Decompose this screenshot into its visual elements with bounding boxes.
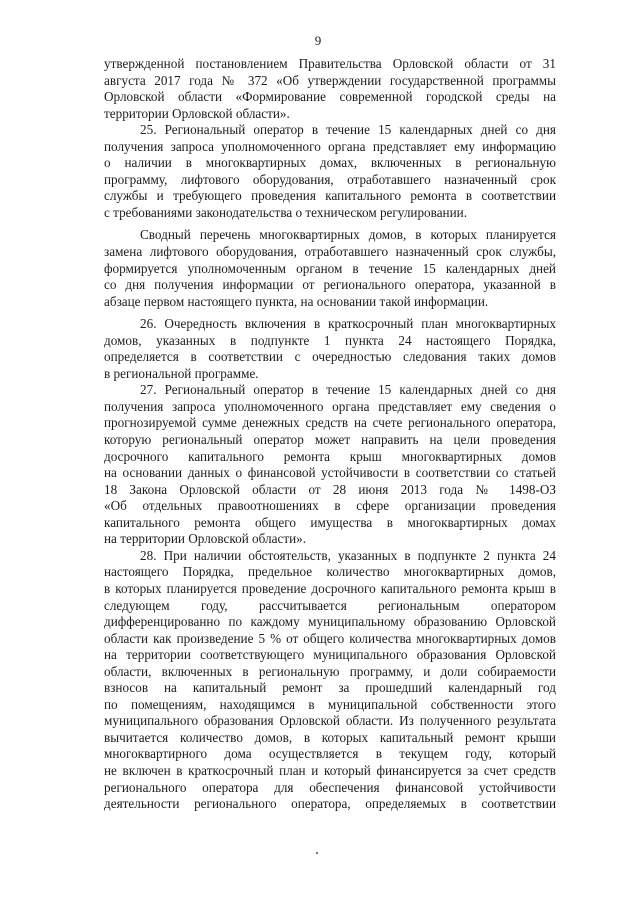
text-line: которую региональный оператор может направить на цели проведения <box>104 432 556 448</box>
text-line: области как произведение 5 % от общего количества многоквартирных домов <box>104 630 556 646</box>
text-line: деятельности регионального оператора, определяемых в соответствии <box>104 796 556 812</box>
text-line: утвержденной постановлением Правительства Орловской области от 31 <box>104 56 556 71</box>
text-line: не включен в краткосрочный план и который финансируется за счет средств <box>104 762 556 778</box>
text-line: августа 2017 года № 372 «Об утверждении государственной программы <box>104 72 556 88</box>
text-line: программу, лифтового оборудования, отработавшего назначенный срок <box>104 171 556 187</box>
text-line: в региональной программе. <box>104 365 259 381</box>
page-number: 9 <box>314 33 322 48</box>
text-line: о наличии в многоквартирных домах, включенных в региональную <box>104 155 556 171</box>
paragraph <box>104 122 556 221</box>
text-line: Сводный перечень многоквартирных домов, в которых планируется <box>140 227 556 243</box>
text-line: следующем году, рассчитывается региональным оператором <box>104 597 556 613</box>
scan-speck <box>316 852 318 854</box>
text-line: прогнозируемой сумме денежных средств на счете регионального оператора, <box>104 415 556 431</box>
text-line: вычитается количество домов, в которых капитальный ремонт крыши <box>104 729 556 745</box>
text-line: с требованиями законодательства о техническом регулировании. <box>104 204 468 220</box>
text-line: формируется уполномоченным органом в течение 15 календарных дней <box>104 260 556 276</box>
document-body <box>104 56 556 813</box>
text-line: 18 Закона Орловской области от 28 июня 2013 года № 1498-ОЗ <box>104 481 556 497</box>
text-line: 25. Региональный оператор в течение 15 календарных дней со дня <box>140 122 556 138</box>
text-line: капитального ремонта общего имущества в многоквартирных домах <box>104 514 556 530</box>
text-line: дифференцированно по каждому муниципальному образованию Орловской <box>104 614 556 630</box>
text-line: получения запроса уполномоченного органа представляет ему информацию <box>104 138 556 154</box>
text-line: на территории Орловской области». <box>104 531 307 547</box>
text-line: многоквартирного дома осуществляется в текущем году, который <box>104 746 556 762</box>
text-line: настоящего Порядка, предельное количество многоквартирных домов, <box>104 564 556 580</box>
text-line: на основании данных о финансовой устойчивости в соответствии со статьей <box>104 465 556 481</box>
text-line: по помещениям, находящимся в муниципальной собственности этого <box>104 696 556 712</box>
text-line: муниципального образования Орловской области. Из полученного результата <box>104 713 556 729</box>
text-line: определяется в соответствии с очередностью следования таких домов <box>104 349 556 365</box>
text-line: получения запроса уполномоченного органа представляет ему сведения о <box>104 398 556 414</box>
paragraph <box>104 548 556 813</box>
text-line: регионального оператора для обеспечения финансовой устойчивости <box>104 779 556 795</box>
text-line: замена лифтового оборудования, отработавшего назначенный срок службы, <box>104 244 556 260</box>
text-line: территории Орловской области». <box>104 105 290 121</box>
text-line: абзаце первом настоящего пункта, на основании такой информации. <box>104 293 489 309</box>
text-line: «Об отдельных правоотношениях в сфере организации проведения <box>104 498 556 514</box>
text-line: службы и требующего проведения капитального ремонта в соответствии <box>104 188 556 204</box>
text-line: на территории соответствующего муниципального образования Орловской <box>104 647 556 663</box>
text-line: 26. Очередность включения в краткосрочный план многоквартирных <box>140 316 556 332</box>
text-line: взносов на капитальный ремонт за прошедший календарный год <box>104 680 556 696</box>
text-line: домов, указанных в подпункте 1 пункта 24 настоящего Порядка, <box>104 332 556 348</box>
paragraph <box>104 382 556 547</box>
paragraph <box>104 316 556 382</box>
text-line: досрочного капитального ремонта крыш многоквартирных домов <box>104 448 556 464</box>
text-line: в которых планируется проведение досрочного капитального ремонта крыш в <box>104 580 556 596</box>
paragraph <box>104 56 556 122</box>
text-line: области, включенных в региональную программу, и доли собираемости <box>104 663 556 679</box>
paragraph <box>104 227 556 310</box>
text-line: 28. При наличии обстоятельств, указанных в подпункте 2 пункта 24 <box>140 547 556 563</box>
text-line: Орловской области «Формирование современной городской среды на <box>104 89 556 105</box>
text-line: со дня получения информации от регионального оператора, указанной в <box>104 277 556 293</box>
text-line: 27. Региональный оператор в течение 15 календарных дней со дня <box>140 382 556 398</box>
